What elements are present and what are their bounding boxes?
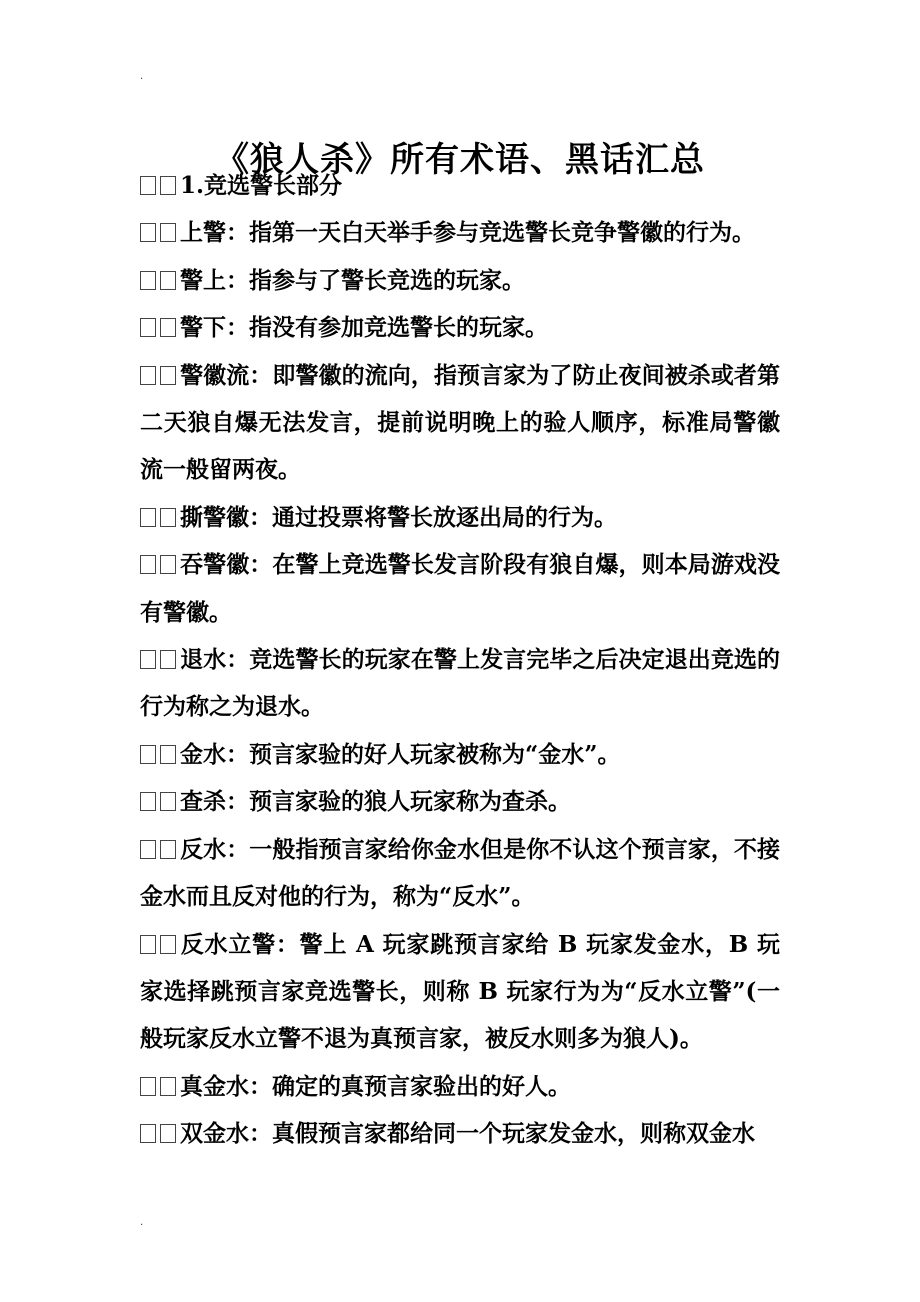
paragraph-text: 警上：指参与了警长竞选的玩家。 (180, 266, 525, 294)
indent-box-icon (160, 1124, 176, 1143)
indent-box-icon (160, 792, 176, 811)
term-paragraph (140, 1063, 780, 1110)
indent-box-icon (160, 508, 176, 527)
indent-box-icon (140, 555, 156, 574)
term-paragraph (140, 352, 780, 494)
indent-box-icon (140, 745, 156, 764)
paragraph-text: 1.竞选警长部分 (180, 172, 343, 199)
indent-box-icon (160, 176, 176, 195)
paragraph-text: 撕警徽：通过投票将警长放逐出局的行为。 (180, 503, 617, 531)
paragraph-text: 上警：指第一天白天举手参与竞选警长竞争警徽的行为。 (180, 219, 755, 247)
indent-box-icon (160, 745, 176, 764)
indent-box-icon (140, 318, 156, 337)
paragraph-text: 真金水：确定的真预言家验出的好人。 (180, 1072, 571, 1100)
document-title: 《狼人杀》所有术语、黑话汇总 (215, 139, 705, 180)
section-heading (140, 162, 780, 209)
term-paragraph (140, 731, 780, 778)
indent-box-icon (140, 650, 156, 669)
indent-box-icon (140, 840, 156, 859)
term-paragraph (140, 541, 780, 636)
indent-box-icon (140, 223, 156, 242)
indent-box-icon (140, 792, 156, 811)
indent-box-icon (160, 935, 176, 954)
term-paragraph (140, 826, 780, 921)
indent-box-icon (140, 1077, 156, 1096)
paragraph-text: 金水：预言家验的好人玩家被称为“金水”。 (180, 740, 621, 768)
bottom-dot-mark: . (140, 1217, 144, 1228)
top-dot-mark: . (140, 71, 144, 82)
indent-box-icon (140, 271, 156, 290)
paragraph-text: 反水：一般指预言家给你金水但是你不认这个预言家，不接金水而且反对他的行为，称为“反水”。 (140, 835, 780, 911)
indent-box-icon (160, 555, 176, 574)
term-paragraph (140, 921, 780, 1063)
term-paragraph (140, 1110, 780, 1157)
paragraph-text: 退水：竞选警长的玩家在警上发言完毕之后决定退出竞选的行为称之为退水。 (140, 646, 780, 721)
term-paragraph (140, 636, 780, 731)
term-paragraph (140, 778, 780, 825)
paragraph-text: 反水立警：警上 A 玩家跳预言家给 B 玩家发金水，B 玩家选择跳预言家竞选警长，则称 B 玩家行为为“反水立警”(一般玩家反水立警不退为真预言家，被反水则多为狼人)。 (140, 930, 780, 1053)
indent-box-icon (160, 1077, 176, 1096)
indent-box-icon (140, 366, 156, 385)
indent-box-icon (140, 935, 156, 954)
indent-box-icon (160, 271, 176, 290)
paragraph-text: 双金水：真假预言家都给同一个玩家发金水，则称双金水 (180, 1120, 755, 1148)
indent-box-icon (160, 650, 176, 669)
term-paragraph (140, 304, 780, 351)
paragraph-text: 吞警徽：在警上竞选警长发言阶段有狼自爆，则本局游戏没有警徽。 (140, 551, 780, 626)
paragraph-text: 警下：指没有参加竞选警长的玩家。 (180, 314, 548, 342)
term-paragraph (140, 257, 780, 304)
indent-box-icon (140, 176, 156, 195)
indent-box-icon (160, 366, 176, 385)
document-body (140, 162, 780, 1158)
indent-box-icon (160, 840, 176, 859)
indent-box-icon (140, 508, 156, 527)
paragraph-text: 查杀：预言家验的狼人玩家称为查杀。 (180, 788, 571, 816)
indent-box-icon (140, 1124, 156, 1143)
indent-box-icon (160, 223, 176, 242)
term-paragraph (140, 494, 780, 541)
term-paragraph (140, 209, 780, 256)
paragraph-text: 警徽流：即警徽的流向，指预言家为了防止夜间被杀或者第二天狼自爆无法发言，提前说明晚上的验人顺序，标准局警徽流一般留两夜。 (140, 361, 780, 484)
indent-box-icon (160, 318, 176, 337)
